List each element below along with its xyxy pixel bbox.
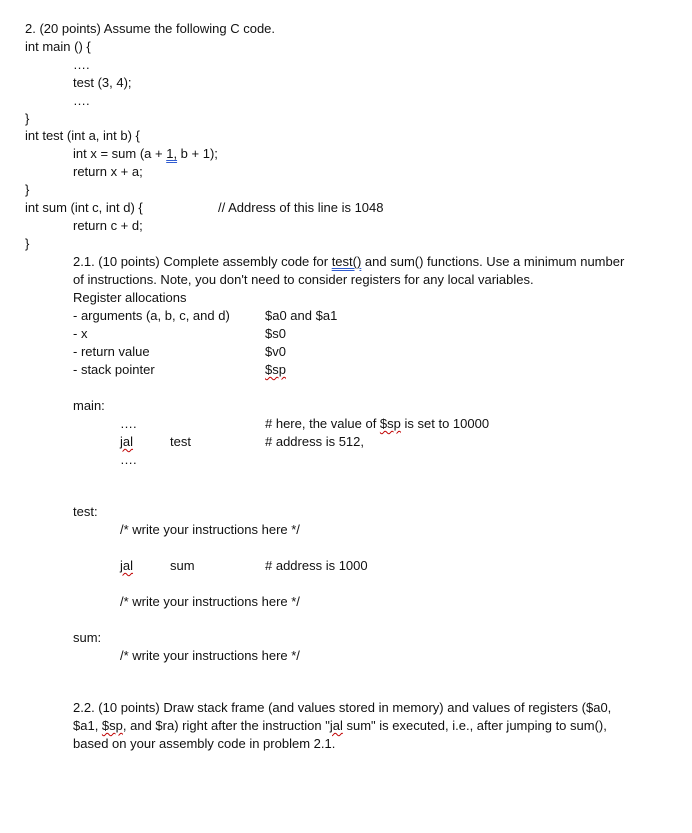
asm-main-jal: jal xyxy=(120,434,134,449)
q21-paragraph-line1 xyxy=(73,254,624,270)
register-allocations-title: Register allocations xyxy=(73,290,187,305)
code-sum-call-comma: , xyxy=(173,146,178,161)
q22-jal: jal xyxy=(329,718,343,733)
code-sum-signature: int sum (int c, int d) { xyxy=(25,200,143,215)
reg-value-x: $s0 xyxy=(265,326,286,341)
code-return-xa: return x + a; xyxy=(73,164,143,179)
q22-text: sum" is executed, i.e., after jumping to sum(), xyxy=(342,718,607,733)
q22-sp: $sp xyxy=(101,718,123,733)
code-address-comment: // Address of this line is 1048 xyxy=(218,200,384,215)
asm-comment-sp: $sp xyxy=(379,416,401,431)
asm-ellipsis: …. xyxy=(120,416,137,431)
code-sum-call-line xyxy=(73,146,218,162)
q22-text: , and $ra) right after the instruction " xyxy=(122,718,330,733)
q21-text: and sum() functions. Use a minimum number xyxy=(361,254,625,269)
code-close-brace: } xyxy=(25,236,30,251)
asm-main-comment-sp xyxy=(265,416,489,432)
asm-test-jal-target: sum xyxy=(170,558,195,573)
code-test-signature: int test (int a, int b) { xyxy=(25,128,140,143)
asm-main-label: main: xyxy=(73,398,105,413)
code-sum-call-one: 1 xyxy=(166,146,174,161)
q22-text: $a1, xyxy=(73,718,102,733)
code-main-signature: int main () { xyxy=(25,39,91,54)
asm-main-jal-target: test xyxy=(170,434,191,449)
q22-line1: 2.2. (10 points) Draw stack frame (and values stored in memory) and values of registers ($a0, xyxy=(73,700,612,715)
reg-value-stack-pointer: $sp xyxy=(265,362,286,377)
q21-paragraph-line2: of instructions. Note, you don't need to consider registers for any local variables. xyxy=(73,272,534,287)
asm-test-jal: jal xyxy=(120,558,134,573)
asm-sum-label: sum: xyxy=(73,630,102,645)
code-ellipsis: …. xyxy=(73,57,90,72)
reg-label-return: - return value xyxy=(73,344,150,359)
reg-label-arguments: - arguments (a, b, c, and d) xyxy=(73,308,230,323)
asm-comment-text: is set to 10000 xyxy=(400,416,490,431)
problem-header: 2. (20 points) Assume the following C code. xyxy=(25,21,276,36)
code-sum-call-part: int x = sum (a + xyxy=(73,146,167,161)
q22-line3: based on your assembly code in problem 2.1. xyxy=(73,736,336,751)
code-return-cd: return c + d; xyxy=(73,218,143,233)
reg-label-x: - x xyxy=(73,326,88,341)
asm-test-comment-address: # address is 1000 xyxy=(265,558,368,573)
asm-ellipsis: …. xyxy=(120,452,137,467)
asm-test-placeholder-1: /* write your instructions here */ xyxy=(120,522,300,537)
reg-value-return: $v0 xyxy=(265,344,286,359)
reg-value-arguments: $a0 and $a1 xyxy=(265,308,338,323)
code-sum-call-rest: b + 1); xyxy=(177,146,218,161)
q21-test-fn: test() xyxy=(331,254,362,269)
code-close-brace: } xyxy=(25,111,30,126)
code-close-brace: } xyxy=(25,182,30,197)
reg-label-stack-pointer: - stack pointer xyxy=(73,362,155,377)
asm-sum-placeholder: /* write your instructions here */ xyxy=(120,648,300,663)
code-test-call: test (3, 4); xyxy=(73,75,132,90)
asm-main-comment-address: # address is 512, xyxy=(265,434,365,449)
asm-comment-text: # here, the value of xyxy=(265,416,380,431)
asm-test-label: test: xyxy=(73,504,98,519)
q21-text: 2.1. (10 points) Complete assembly code for xyxy=(73,254,332,269)
q22-line2 xyxy=(73,718,607,734)
asm-test-placeholder-2: /* write your instructions here */ xyxy=(120,594,300,609)
code-ellipsis: …. xyxy=(73,93,90,108)
